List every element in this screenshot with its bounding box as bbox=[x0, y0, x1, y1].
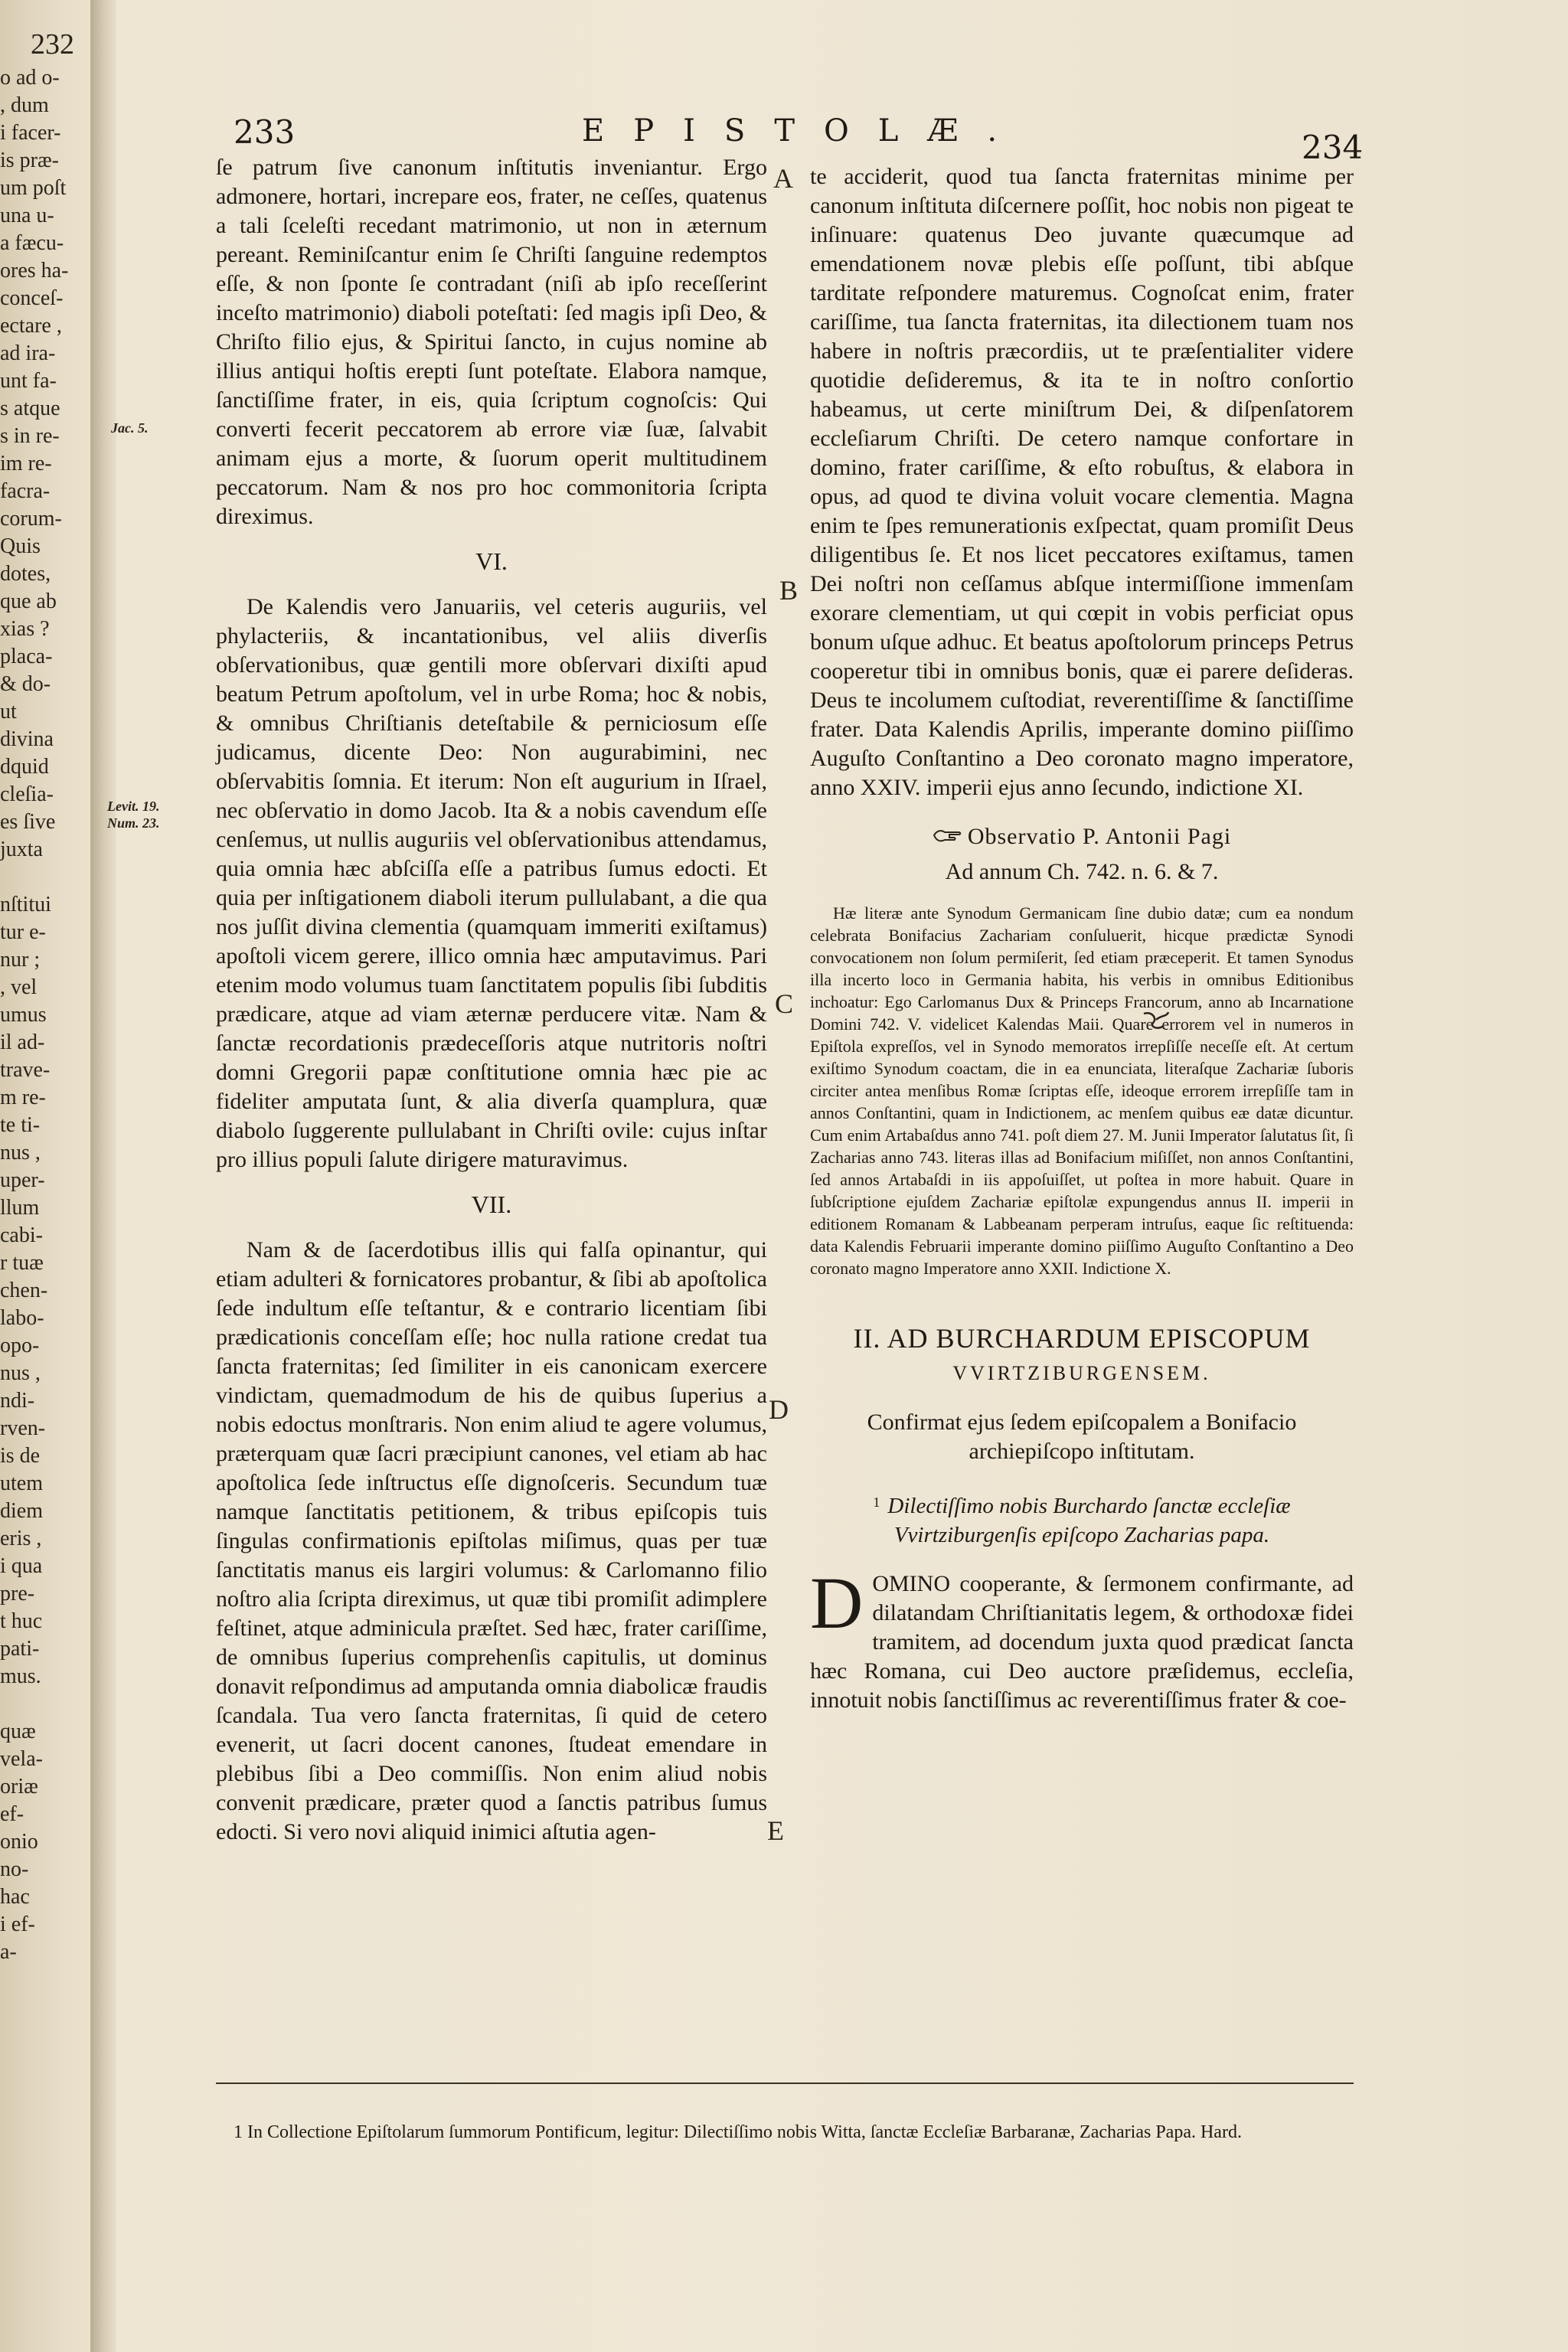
left-page-fragment bbox=[0, 31, 89, 2328]
left-page-line: umus bbox=[0, 1003, 47, 1027]
margin-note-num: Num. 23. bbox=[107, 815, 160, 831]
left-page-line: um poſt bbox=[0, 176, 67, 200]
column-left bbox=[216, 153, 767, 1847]
left-page-line: o ad o- bbox=[0, 66, 60, 90]
letter-summary: Confirmat ejus ſedem epiſcopalem a Bonifacio archiepiſcopo inſtitutam. bbox=[867, 1410, 1297, 1464]
left-page-line bbox=[0, 1690, 89, 1718]
left-page-line: trave- bbox=[0, 1058, 51, 1082]
section-heading-vii: VII. bbox=[471, 1191, 512, 1218]
book-gutter bbox=[90, 0, 116, 2352]
left-page-line: nſtitui bbox=[0, 893, 51, 916]
left-page-line: juxta bbox=[0, 838, 43, 861]
letter-title: II. AD BURCHARDUM EPISCOPUM bbox=[853, 1323, 1311, 1354]
left-page-line: corum- bbox=[0, 507, 62, 531]
left-page-line: mus. bbox=[0, 1664, 41, 1688]
paragraph-3: Nam & de ſacerdotibus illis qui falſa opinantur, qui etiam adulteri & fornicatores probantur, & ſibi ab apoſtolica ſede indultum eſſe teſtantur, & e contrario licentiam ſibi prædicationis conceſſam eſſe; hoc nulla ratione credat tua ſancta fraternitas; ſed ſimiliter in eis canonicam exercere vindictam, quemadmodum de his de quibus ſuperius a nobis edoctus monſtraris. Non enim aliud te agere volumus, præterquam quæ ſacri præcipiunt canones, vel etiam ab hac apoſtolica ſede inſtructus eſſe dignoſceris. Secundum tuæ namque ſanctitatis petitionem, & tribus epiſcopis tuis ſingulas confirmationis epiſtolas miſimus, quas per tuæ ſanctitatis manus eis largiri volumus: & Carlomanno filio noſtro alia ſcripta direximus, ut quæ tibi promiſit adimplere feſtinet, atque adminicula præſtet. Sed hæc, frater cariſſime, de omnibus ſuperius comprehenſis capitulis, ut dominus donavit reſpondimus ad amputanda omnia diabolicæ fraudis ſcandala. Tua vero ſancta fraternitas, ſi quid de cetero evenerit, ut ſacri docent canones, ſtudeat emendare in plebibus ſibi a Deo commiſſis. Non enim aliud nobis convenit prædicare, præter quod a ſanctis patribus ſumus edocti. Si vero novi aliquid inimici aſtutia agen- bbox=[216, 1237, 767, 1844]
left-page-line: cabi- bbox=[0, 1223, 43, 1247]
left-page-line: nus , bbox=[0, 1361, 41, 1385]
left-page-line: nur ; bbox=[0, 948, 41, 972]
left-page-line: conceſ- bbox=[0, 286, 64, 310]
left-page-line: xias ? bbox=[0, 617, 50, 641]
left-page-line: i ef- bbox=[0, 1913, 35, 1936]
drop-cap: D bbox=[810, 1562, 864, 1644]
section-heading-vi: VI. bbox=[475, 547, 508, 575]
left-page-line: ectare , bbox=[0, 314, 62, 338]
salutation-text: Dilectiſſimo nobis Burchardo ſanctæ eccleſiæ Vvirtziburgenſis epiſcopo Zacharias papa. bbox=[887, 1494, 1291, 1547]
left-page-line: chen- bbox=[0, 1279, 48, 1302]
left-page-line: vela- bbox=[0, 1747, 43, 1771]
left-page-line: nus , bbox=[0, 1141, 41, 1165]
left-page-line: oriæ bbox=[0, 1775, 38, 1798]
header-right-number: 234 bbox=[1302, 129, 1364, 166]
column-right bbox=[810, 162, 1354, 1715]
left-page-line: , vel bbox=[0, 975, 38, 999]
letter-subtitle: VVIRTZIBURGENSEM. bbox=[952, 1362, 1211, 1384]
salutation bbox=[810, 1488, 1354, 1550]
left-page-line: labo- bbox=[0, 1306, 44, 1330]
left-page-line bbox=[0, 864, 89, 891]
left-page-line: dquid bbox=[0, 755, 49, 779]
left-page-line: unt fa- bbox=[0, 369, 57, 393]
left-page-line: opo- bbox=[0, 1334, 40, 1357]
left-page-line: i facer- bbox=[0, 121, 61, 145]
left-page-line: pre- bbox=[0, 1582, 35, 1606]
left-page-line: ores ha- bbox=[0, 259, 69, 283]
left-page-line: s in re- bbox=[0, 424, 60, 448]
left-page-line: is de bbox=[0, 1444, 41, 1468]
left-page-line: i qua bbox=[0, 1554, 43, 1578]
left-page-line: dotes, bbox=[0, 562, 51, 586]
section-letter-a: A bbox=[773, 163, 793, 194]
pointing-hand-icon bbox=[933, 825, 963, 845]
section-letter-d: D bbox=[769, 1394, 789, 1425]
paragraph-right-1: te acciderit, quod tua ſancta fraternitas minime per canonum inſtituta diſcernere poſſit, hoc nobis non pigeat te inſinuare: quatenus Deo juvante quæcumque ad emendationem novæ plebis eſſe poſſunt, tibi abſque tarditate reſpondere maturemus. Cognoſcat enim, frater cariſſime, tua ſancta fraternitas, ita dilectionem tuam nos habere in noſtris præcordiis, ut te præſentialiter videre quotidie deſideremus, & ita te in noſtro conſortio habeamus, ut certe miniſtrum Dei, & diſpenſatorem eccleſiarum Chriſti. De cetero namque confortare in domino, frater cariſſime, & eſto robuſtus, & elabora in opus, ad quod te divina voluit vocare clementia. Magna enim te ſpes remunerationis exſpectat, quam promiſit Deus diligentibus ſe. Et nos licet peccatores exiſtamus, tamen Dei noſtri non ceſſamus abſque intermiſſione immenſam exorare clementiam, ut qui cœpit in vobis perficiat opus bonum uſque adhuc. Et beatus apoſtolorum princeps Petrus cooperetur tibi in omnibus bonis, quæ ei parere deſideras. Deus te incolumem cuſtodiat, reverentiſſime & ſanctiſſime frater. Data Kalendis Aprilis, imperante domino piiſſimo Auguſto Conſtantino a Deo coronato magno imperatore, anno XXIV. imperii ejus anno ſecundo, indictione XI. bbox=[810, 164, 1354, 800]
left-page-line: t huc bbox=[0, 1609, 43, 1633]
footnote: 1 In Collectione Epiſtolarum ſummorum Pontificum, legitur: Dilectiſſimo nobis Witta, ſanctæ Eccleſiæ Barbaranæ, Zacharias Papa. Hard. bbox=[234, 2122, 1242, 2142]
left-page-line: tur e- bbox=[0, 920, 46, 944]
left-page-line: m re- bbox=[0, 1086, 46, 1109]
left-page-number: 232 bbox=[31, 31, 74, 60]
flourish-ornament-icon bbox=[1141, 1009, 1171, 1032]
left-page-line: ndi- bbox=[0, 1389, 35, 1413]
left-page-line: im re- bbox=[0, 452, 52, 475]
left-page-line: il ad- bbox=[0, 1031, 45, 1054]
left-page-lines bbox=[0, 64, 89, 1966]
left-page-line: s atque bbox=[0, 397, 60, 420]
left-page-line: quæ bbox=[0, 1720, 36, 1743]
left-page-line: te ti- bbox=[0, 1113, 41, 1137]
left-page-line: que ab bbox=[0, 590, 57, 613]
paragraph-2: De Kalendis vero Januariis, vel ceteris auguriis, vel phylacteriis, & incantationibus, vel aliis diverſis obſervationibus, quæ gentili more obſervari dixiſti apud beatum Petrum apoſtolum, vel in urbe Roma; hoc & nobis, & omnibus Chriſtianis deteſtabile & perniciosum eſſe judicamus, dicente Deo: Non augurabimini, nec obſervabitis ſomnia. Et iterum: Non eſt augurium in Iſrael, nec obſervatio in domo Jacob. Ita & a nobis cavendum eſſe cenſemus, ut nullis auguriis vel obſervationibus attendamus, quia omnia hæc abſciſſa eſſe a patribus ſumus edocti. Et quia per inſtigationem diaboli iterum pullulabant, a die qua nos juſſit divina clementia (quamquam immeriti exiſtamus) apoſtoli vicem gerere, illico omnia hæc amputavimus. Pari etenim modo volumus tuam ſanctitatem populis ſibi ſubditis prædicare, atque ad viam æternæ perducere vitæ. Nam & ſanctæ recordationis prædeceſſoris atque nutritoris noſtri domni Gregorii papæ conſtitutione omnia hæc pie ac fideliter amputata ſunt, & alia diverſa quamplura, quæ diabolo ſuggerente pullulabant in Chriſti ovile: cujus inſtar pro illius populi ſalute dirigere maturavimus. bbox=[216, 594, 767, 1172]
left-page-line: uper- bbox=[0, 1168, 45, 1192]
left-page-line: no- bbox=[0, 1857, 29, 1881]
left-page-line: & do- bbox=[0, 672, 51, 696]
left-page-line: onio bbox=[0, 1830, 38, 1854]
header-title: EPISTOLÆ. bbox=[582, 113, 1027, 149]
left-page-line: r tuæ bbox=[0, 1251, 44, 1275]
footnote-marker: 1 bbox=[873, 1494, 880, 1510]
observatio-heading bbox=[810, 822, 1354, 851]
left-page-line: diem bbox=[0, 1499, 43, 1523]
footnote-rule bbox=[216, 2082, 1354, 2084]
left-page-line: una u- bbox=[0, 204, 54, 227]
section-letter-c: C bbox=[775, 988, 794, 1019]
left-page-line: placa- bbox=[0, 645, 53, 668]
left-page-line: utem bbox=[0, 1472, 43, 1495]
left-page-line: pati- bbox=[0, 1637, 40, 1661]
left-page-line: llum bbox=[0, 1196, 40, 1220]
left-page-line: hac bbox=[0, 1885, 30, 1909]
left-page-line: a fæcu- bbox=[0, 231, 64, 255]
left-page-line: ut bbox=[0, 700, 17, 724]
margin-note-jac: Jac. 5. bbox=[111, 420, 149, 436]
left-page-line: facra- bbox=[0, 479, 51, 503]
observatio-subheading: Ad annum Ch. 742. n. 6. & 7. bbox=[945, 859, 1219, 884]
left-page-line: ad ira- bbox=[0, 341, 56, 365]
letter-body-text: OMINO cooperante, & ſermonem confirmante, ad dilatandam Chriſtianitatis legem, & orthodoxæ fidei tramitem, ad docendum juxta quod prædicat ſancta hæc Romana, cui Deo auctore præſidemus, eccleſia, innotuit nobis ſanctiſſimus ac reverentiſſimus frater & coe- bbox=[810, 1571, 1354, 1713]
header-left-number: 233 bbox=[234, 113, 296, 151]
left-page-line: ef- bbox=[0, 1802, 24, 1826]
observatio-heading-text: Observatio P. Antonii Pagi bbox=[967, 824, 1232, 849]
left-page-line: a- bbox=[0, 1940, 17, 1964]
observatio-body: Hæ literæ ante Synodum Germanicam ſine dubio datæ; cum ea nondum celebrata Bonifacius Zachariam conſuluerit, hicque prædictæ Synodi convocationem non ſolum permiſerit, ſed etiam præceperit. Et tamen Synodus illa incerto loco in Germania habita, his verbis in omnibus Editionibus inchoatur: Ego Carlomanus Dux & Princeps Francorum, anno ab Incarnatione Domini 742. V. videlicet Kalendas Maii. Quare errorem vel in numeros in Epiſtola expreſſos, vel in Synodo memoratos irrepſiſſe neceſſe eſt. At certum exiſtimo Synodum coactam, die in ea enunciata, literaſque Zachariæ ſuboris circiter antea menſibus Romæ ſcriptas eſſe, ideoque errorem irrepſiſſe tam in annos Conſtantini, quam in Indictionem, ac menſem quibus eæ datæ dicuntur. Cum enim Artabaſdus anno 741. poſt diem 27. M. Junii Imperator ſalutatus ſit, ſi Zacharias anno 743. literas illas ad Bonifacium miſiſſet, non annos Conſtantini, ſed annos Artabaſdi in iis appoſuiſſet, ut poſtea in more habuit. Quare in ſubſcriptione ejuſdem Zachariæ epiſtolæ expungendus annus II. imperii in editionem Romanam & Labbeanam perperam intruſus, eaque ſic reſtituenda: data Kalendis Februarii imperante domino piiſſimo Auguſto Conſtantino a Deo coronato magno Imperatore anno XXII. Indictione X. bbox=[810, 903, 1354, 1278]
left-page-line: eris , bbox=[0, 1527, 42, 1550]
left-page-line: , dum bbox=[0, 93, 49, 117]
section-letter-b: B bbox=[779, 575, 799, 606]
letter-body bbox=[810, 1562, 1354, 1715]
margin-note-levit: Levit. 19. bbox=[107, 799, 160, 814]
paragraph-1: ſe patrum ſive canonum inſtitutis inveniantur. Ergo admonere, hortari, increpare eos, frater, ne ceſſes, quatenus a tali ſceleſti recedant matrimonio, ut non in æternum pereant. Reminiſcantur enim ſe Chriſti ſanguine redemptos eſſe, & non ſponte ſe contradant (niſi ab ipſo receſſerint inceſto matrimonio) diaboli poteſtati: ſed magis ipſi Deo, & Chriſto filio ejus, & Spiritui ſancto, in cujus nomine ab illius antiqui hoſtis erepti ſunt poteſtate. Elabora namque, ſanctiſſime frater, in eis, quia ſcriptum cognoſcis: Qui converti fecerit peccatorem ab errore viæ ſuæ, ſalvabit animam ejus a morte, & ſuorum operit multitudinem peccatorum. Nam & nos pro hoc commonitoria ſcripta direximus. bbox=[216, 155, 767, 529]
section-letter-e: E bbox=[767, 1815, 784, 1846]
left-page-line: divina bbox=[0, 727, 54, 751]
left-page-line: cleſia- bbox=[0, 782, 54, 806]
left-page-line: Quis bbox=[0, 534, 41, 558]
left-page-line: rven- bbox=[0, 1416, 46, 1440]
left-page-line: is præ- bbox=[0, 149, 59, 172]
left-page-line: es ſive bbox=[0, 810, 56, 834]
